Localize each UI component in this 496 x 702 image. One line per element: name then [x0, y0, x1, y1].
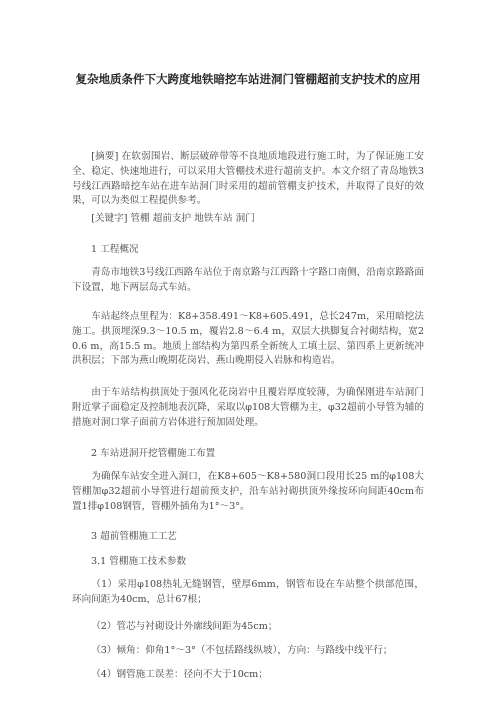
list-item-2: （2）管芯与衬砌设计外廓线间距为45cm； — [91, 621, 278, 632]
abstract-paragraph — [72, 150, 424, 209]
keywords-line — [72, 212, 424, 227]
list-item-3: （3）倾角：仰角1°～3°（不包括路线纵坡），方向：与路线中线平行； — [91, 645, 393, 656]
paper-title: 复杂地质条件下大跨度地铁暗挖车站进洞门管棚超前支护技术的应用 — [75, 72, 421, 86]
section-3-heading: 3 超前管棚施工工艺 — [91, 531, 177, 542]
section-1-paragraph-1: 青岛市地铁3号线江西路车站位于南京路与江西路十字路口南侧，沿南京路路面下设置，地下两层岛式车站。 — [72, 267, 424, 293]
section-1-paragraph-3: 由于车站结构拱顶处于强风化花岗岩中且覆岩厚度较薄，为确保刚进车站洞门附近掌子面稳定及控制地表沉降，采取以φ108大管棚为主，φ32超前小导管为辅的措施对洞口掌子面前方岩体进行预加固处理。 — [72, 387, 424, 428]
list-item-1: （1）采用φ108热轧无缝钢管，壁厚6mm，钢管布设在车站整个拱部范围，环向间距为40cm，总计67根； — [72, 579, 424, 605]
section-2-paragraph-1: 为确保车站安全进入洞口，在K8+605～K8+580洞口段用长25 m的φ108大管棚加φ32超前小导管进行超前预支护，沿车站衬砌拱顶外缘按环向间距40cm布置1排φ108钢管，管棚外插角为1°～3°。 — [72, 471, 424, 512]
abstract-label: [摘要] — [91, 151, 119, 162]
section-2-heading: 2 车站进洞开挖管棚施工布置 — [91, 448, 216, 459]
keywords-label: [关键字] — [91, 213, 128, 224]
section-3-1-heading: 3.1 管棚施工技术参数 — [91, 556, 187, 567]
abstract-text: 在软弱围岩、断层破碎带等不良地质地段进行施工时，为了保证施工安全、稳定、快速地进行，可以采用大管棚技术进行超前支护。本文介绍了青岛地铁3号线江西路暗挖车站在进车站洞门时采用的超前管棚支护技术，并取得了良好的效果，可以为类似工程提供参考。 — [72, 151, 424, 207]
list-item-4: （4）钢管施工误差：径向不大于10cm； — [91, 669, 268, 680]
section-1-heading: 1 工程概况 — [91, 244, 139, 255]
keywords-text: 管棚 超前支护 地铁车站 洞门 — [130, 213, 255, 224]
section-1-paragraph-2: 车站起终点里程为：K8+358.491～K8+605.491，总长247m，采用暗挖法施工。拱顶埋深9.3～10.5 m，覆岩2.8～6.4 m，双层大拱脚复合衬砌结构，宽20.6 m，高15.5 m。地质上部结构为第四系全新统人工填土层、第四系上更新统冲洪积层；下部为燕山晚期花岗岩、燕山晚期侵入岩脉和构造岩。 — [72, 311, 424, 367]
